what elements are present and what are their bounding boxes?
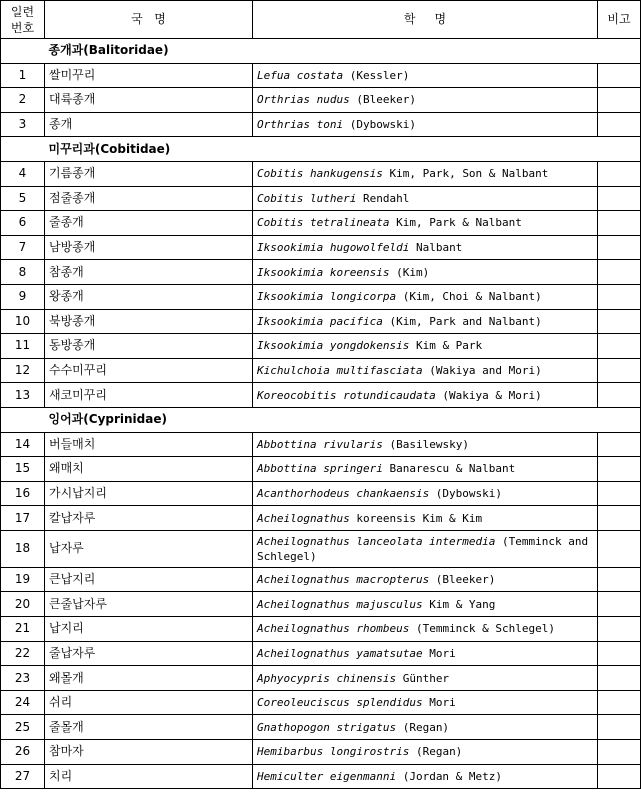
korean-name: 줄몰개 — [45, 715, 253, 740]
korean-name: 대륙종개 — [45, 88, 253, 113]
serial-number: 26 — [1, 740, 45, 765]
scientific-name: Lefua costata — [257, 68, 344, 82]
korean-name: 줄종개 — [45, 211, 253, 236]
remark-cell — [598, 740, 641, 765]
korean-name: 왕종개 — [45, 284, 253, 309]
table-row — [1, 641, 641, 666]
family-row-blank — [1, 137, 45, 162]
remark-cell — [598, 186, 641, 211]
korean-name: 왜매치 — [45, 457, 253, 482]
scientific-name-cell — [253, 161, 598, 186]
author-citation: (Wakiya & Mori) — [435, 388, 542, 402]
scientific-name-cell — [253, 112, 598, 137]
scientific-name: Iksookimia yongdokensis — [257, 339, 410, 353]
korean-name: 참마자 — [45, 740, 253, 765]
scientific-name: Iksookimia koreensis — [257, 265, 390, 279]
table-row — [1, 740, 641, 765]
scientific-name-cell — [253, 567, 598, 592]
serial-number: 12 — [1, 358, 45, 383]
scientific-name-cell — [253, 592, 598, 617]
table-row — [1, 432, 641, 457]
serial-number: 14 — [1, 432, 45, 457]
author-citation: (Kim, Park and Nalbant) — [382, 314, 542, 328]
scientific-name-cell — [253, 309, 598, 334]
family-row — [1, 407, 641, 432]
author-citation: (Regan) — [409, 745, 463, 759]
author-citation: (Bleeker) — [349, 93, 416, 107]
serial-number: 10 — [1, 309, 45, 334]
serial-number: 13 — [1, 383, 45, 408]
scientific-name-cell — [253, 641, 598, 666]
scientific-name-cell — [253, 715, 598, 740]
serial-number: 25 — [1, 715, 45, 740]
scientific-name: Aphyocypris chinensis — [257, 671, 397, 685]
author-citation: (Kim, Choi & Nalbant) — [396, 290, 542, 304]
author-citation: Kim, Park, Son & Nalbant — [382, 167, 549, 181]
korean-name: 납자루 — [45, 530, 253, 567]
table-row — [1, 334, 641, 359]
korean-name: 칼납자루 — [45, 506, 253, 531]
scientific-name-cell — [253, 358, 598, 383]
family-row — [1, 39, 641, 64]
table-row — [1, 481, 641, 506]
family-row — [1, 137, 641, 162]
family-name: 미꾸리과(Cobitidae) — [45, 137, 598, 162]
scientific-name: Koreocobitis rotundicaudata — [257, 388, 436, 402]
remark-cell — [598, 666, 641, 691]
remark-cell — [598, 309, 641, 334]
table-row — [1, 715, 641, 740]
author-citation: Banarescu & Nalbant — [382, 462, 516, 476]
serial-number: 16 — [1, 481, 45, 506]
author-citation: (Wakiya and Mori) — [422, 364, 542, 378]
scientific-name: Acheilognathus — [257, 511, 350, 525]
serial-number: 17 — [1, 506, 45, 531]
serial-number: 20 — [1, 592, 45, 617]
scientific-name: Abbottina springeri — [257, 462, 383, 476]
table-row — [1, 235, 641, 260]
author-citation: Nalbant — [409, 241, 463, 255]
korean-name: 종개 — [45, 112, 253, 137]
author-citation: Mori — [422, 696, 456, 710]
scientific-name: Acheilognathus yamatsutae — [257, 646, 423, 660]
family-row-end — [598, 137, 641, 162]
scientific-name-cell — [253, 235, 598, 260]
scientific-name: Cobitis hankugensis — [257, 167, 383, 181]
scientific-name-cell — [253, 334, 598, 359]
scientific-name: Abbottina rivularis — [257, 437, 383, 451]
korean-name: 큰납지리 — [45, 567, 253, 592]
header-serial-line1: 일련 — [10, 4, 35, 19]
header-korean-name: 국 명 — [45, 1, 253, 39]
serial-number: 19 — [1, 567, 45, 592]
table-row — [1, 186, 641, 211]
korean-name: 왜몰개 — [45, 666, 253, 691]
table-row — [1, 284, 641, 309]
remark-cell — [598, 715, 641, 740]
korean-name: 큰줄납자루 — [45, 592, 253, 617]
author-citation: (Temminck and Schlegel) — [257, 534, 595, 563]
remark-cell — [598, 764, 641, 789]
remark-cell — [598, 284, 641, 309]
serial-number: 18 — [1, 530, 45, 567]
remark-cell — [598, 260, 641, 285]
author-citation: (Regan) — [396, 720, 450, 734]
scientific-name: Acheilognathus macropterus — [257, 573, 430, 587]
serial-number: 1 — [1, 63, 45, 88]
author-citation: (Dybowski) — [429, 486, 503, 500]
remark-cell — [598, 334, 641, 359]
author-citation: (Bleeker) — [429, 573, 496, 587]
scientific-name: Cobitis tetralineata — [257, 216, 390, 230]
serial-number: 24 — [1, 690, 45, 715]
table-row — [1, 88, 641, 113]
serial-number: 22 — [1, 641, 45, 666]
korean-name: 버들매치 — [45, 432, 253, 457]
family-name: 종개과(Balitoridae) — [45, 39, 598, 64]
remark-cell — [598, 506, 641, 531]
scientific-name: Acanthorhodeus chankaensis — [257, 486, 430, 500]
family-row-end — [598, 39, 641, 64]
korean-name: 치리 — [45, 764, 253, 789]
scientific-name-cell — [253, 530, 598, 567]
table-row — [1, 358, 641, 383]
remark-cell — [598, 481, 641, 506]
serial-number: 5 — [1, 186, 45, 211]
korean-name: 줄납자루 — [45, 641, 253, 666]
author-citation: (Kim) — [389, 265, 430, 279]
scientific-name-cell — [253, 186, 598, 211]
serial-number: 8 — [1, 260, 45, 285]
author-citation: (Basilewsky) — [382, 437, 469, 451]
scientific-name: Iksookimia pacifica — [257, 314, 383, 328]
table-row — [1, 666, 641, 691]
korean-name: 남방종개 — [45, 235, 253, 260]
table-header-row — [1, 1, 641, 39]
scientific-name: Hemiculter eigenmanni — [257, 769, 397, 783]
scientific-name: Coreoleuciscus splendidus — [257, 696, 423, 710]
scientific-name-cell — [253, 666, 598, 691]
serial-number: 3 — [1, 112, 45, 137]
family-row-blank — [1, 407, 45, 432]
scientific-name: Kichulchoia multifasciata — [257, 364, 423, 378]
korean-name: 참종개 — [45, 260, 253, 285]
table-row — [1, 260, 641, 285]
author-citation: Rendahl — [356, 191, 410, 205]
scientific-name-cell — [253, 63, 598, 88]
author-citation: (Temminck & Schlegel) — [409, 622, 556, 636]
scientific-name: Acheilognathus majusculus — [257, 597, 423, 611]
author-citation: koreensis Kim & Kim — [349, 511, 483, 525]
species-table-body — [1, 1, 641, 789]
scientific-name: Acheilognathus lanceolata intermedia — [257, 534, 496, 548]
scientific-name: Orthrias toni — [257, 118, 344, 132]
korean-name: 납지리 — [45, 617, 253, 642]
korean-name: 수수미꾸리 — [45, 358, 253, 383]
table-row — [1, 383, 641, 408]
table-row — [1, 112, 641, 137]
serial-number: 27 — [1, 764, 45, 789]
table-row — [1, 506, 641, 531]
author-citation: Günther — [396, 671, 450, 685]
remark-cell — [598, 530, 641, 567]
remark-cell — [598, 592, 641, 617]
remark-cell — [598, 88, 641, 113]
serial-number: 7 — [1, 235, 45, 260]
table-row — [1, 309, 641, 334]
scientific-name-cell — [253, 506, 598, 531]
korean-name: 가시납지리 — [45, 481, 253, 506]
remark-cell — [598, 432, 641, 457]
scientific-name: Cobitis lutheri — [257, 191, 357, 205]
scientific-name-cell — [253, 690, 598, 715]
scientific-name-cell — [253, 211, 598, 236]
scientific-name: Gnathopogon strigatus — [257, 720, 397, 734]
serial-number: 21 — [1, 617, 45, 642]
korean-name: 점줄종개 — [45, 186, 253, 211]
korean-name: 새코미꾸리 — [45, 383, 253, 408]
header-remark: 비고 — [598, 1, 641, 39]
table-row — [1, 690, 641, 715]
remark-cell — [598, 457, 641, 482]
table-row — [1, 211, 641, 236]
scientific-name-cell — [253, 383, 598, 408]
table-row — [1, 617, 641, 642]
scientific-name-cell — [253, 740, 598, 765]
remark-cell — [598, 641, 641, 666]
scientific-name-cell — [253, 481, 598, 506]
remark-cell — [598, 63, 641, 88]
remark-cell — [598, 567, 641, 592]
korean-name: 쉬리 — [45, 690, 253, 715]
author-citation: Mori — [422, 646, 456, 660]
korean-name: 북방종개 — [45, 309, 253, 334]
author-citation: (Kessler) — [343, 68, 410, 82]
serial-number: 15 — [1, 457, 45, 482]
scientific-name-cell — [253, 617, 598, 642]
serial-number: 6 — [1, 211, 45, 236]
author-citation: (Dybowski) — [343, 118, 416, 132]
header-serial-line2: 번호 — [10, 20, 35, 35]
header-scientific-name: 학 명 — [253, 1, 598, 39]
table-row — [1, 161, 641, 186]
remark-cell — [598, 690, 641, 715]
scientific-name-cell — [253, 764, 598, 789]
remark-cell — [598, 358, 641, 383]
scientific-name-cell — [253, 284, 598, 309]
serial-number: 9 — [1, 284, 45, 309]
remark-cell — [598, 235, 641, 260]
scientific-name: Hemibarbus longirostris — [257, 745, 410, 759]
scientific-name-cell — [253, 260, 598, 285]
scientific-name: Iksookimia longicorpa — [257, 290, 397, 304]
remark-cell — [598, 211, 641, 236]
remark-cell — [598, 112, 641, 137]
remark-cell — [598, 617, 641, 642]
scientific-name: Iksookimia hugowolfeldi — [257, 241, 410, 255]
scientific-name: Acheilognathus rhombeus — [257, 622, 410, 636]
family-row-blank — [1, 39, 45, 64]
family-name: 잉어과(Cyprinidae) — [45, 407, 598, 432]
author-citation: (Jordan & Metz) — [396, 769, 503, 783]
remark-cell — [598, 383, 641, 408]
serial-number: 2 — [1, 88, 45, 113]
author-citation: Kim & Yang — [422, 597, 496, 611]
scientific-name-cell — [253, 432, 598, 457]
table-row — [1, 530, 641, 567]
table-row — [1, 63, 641, 88]
scientific-name: Orthrias nudus — [257, 93, 350, 107]
remark-cell — [598, 161, 641, 186]
author-citation: Kim & Park — [409, 339, 483, 353]
scientific-name-cell — [253, 88, 598, 113]
header-serial-number — [1, 1, 45, 39]
korean-name: 기름종개 — [45, 161, 253, 186]
serial-number: 4 — [1, 161, 45, 186]
table-row — [1, 457, 641, 482]
serial-number: 11 — [1, 334, 45, 359]
korean-name: 쌀미꾸리 — [45, 63, 253, 88]
table-row — [1, 764, 641, 789]
table-row — [1, 592, 641, 617]
serial-number: 23 — [1, 666, 45, 691]
family-row-end — [598, 407, 641, 432]
author-citation: Kim, Park & Nalbant — [389, 216, 522, 230]
korean-name: 동방종개 — [45, 334, 253, 359]
scientific-name-cell — [253, 457, 598, 482]
table-row — [1, 567, 641, 592]
